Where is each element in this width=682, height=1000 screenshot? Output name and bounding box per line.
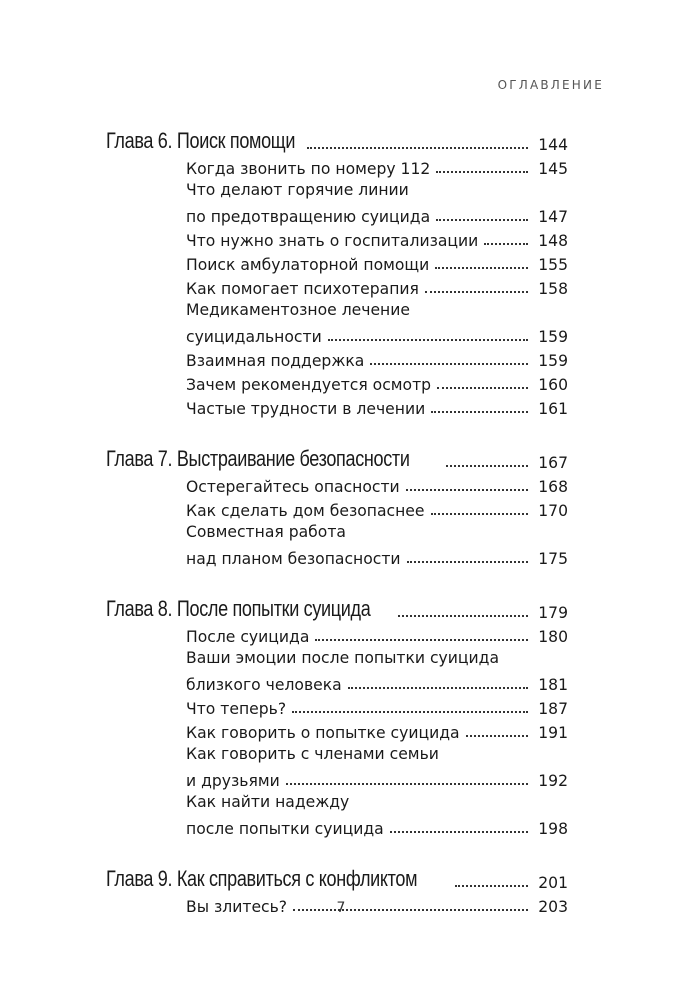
dot-leader — [455, 885, 528, 887]
dot-leader — [286, 783, 528, 785]
toc-entry[interactable] — [106, 250, 568, 274]
entry-page-number: 159 — [538, 352, 568, 370]
entry-title: После суицида — [186, 628, 310, 646]
entry-page-number: 181 — [538, 676, 568, 694]
toc-entry[interactable] — [106, 472, 568, 496]
toc-entry[interactable] — [106, 298, 568, 346]
dot-leader — [435, 267, 528, 269]
toc-entry[interactable] — [106, 694, 568, 718]
entry-title-line: Как найти надежду — [186, 793, 350, 811]
entry-title: Вы злитесь? — [186, 898, 288, 916]
toc-entry[interactable] — [106, 226, 568, 250]
entry-title: Остерегайтесь опасности — [186, 478, 400, 496]
toc-chapter — [106, 590, 568, 838]
table-of-contents — [106, 122, 568, 938]
dot-leader — [431, 513, 529, 515]
chapter-page-number: 144 — [538, 136, 568, 154]
chapter-page-number: 179 — [538, 604, 568, 622]
dot-leader — [406, 489, 528, 491]
entry-title: Что теперь? — [186, 700, 287, 718]
entry-page-number: 161 — [538, 400, 568, 418]
entry-page-number: 160 — [538, 376, 568, 394]
toc-chapter-heading[interactable] — [106, 122, 568, 154]
entry-title-line: по предотвращению суицида — [186, 208, 431, 226]
toc-chapter-heading[interactable] — [106, 440, 568, 472]
toc-chapter — [106, 122, 568, 418]
dot-leader — [370, 363, 528, 365]
entry-title-line: над планом безопасности — [186, 550, 401, 568]
entry-page-number: 187 — [538, 700, 568, 718]
toc-entry[interactable] — [106, 646, 568, 694]
entry-title-line: Медикаментозное лечение — [186, 301, 410, 319]
entry-title: Поиск амбулаторной помощи — [186, 256, 430, 274]
entry-page-number: 148 — [538, 232, 568, 250]
entry-title: Что нужно знать о госпитализации — [186, 232, 479, 250]
entry-page-number: 145 — [538, 160, 568, 178]
dot-leader — [436, 171, 528, 173]
toc-entry[interactable] — [106, 520, 568, 568]
toc-entry[interactable] — [106, 346, 568, 370]
dot-leader — [307, 147, 528, 149]
entry-page-number: 198 — [538, 820, 568, 838]
entry-title-line: и друзьями — [186, 772, 280, 790]
entry-page-number: 159 — [538, 328, 568, 346]
running-head: ОГЛАВЛЕНИЕ — [497, 78, 604, 92]
dot-leader — [348, 687, 528, 689]
entry-title: Взаимная поддержка — [186, 352, 365, 370]
chapter-title: Глава 9. Как справиться с конфликтом — [106, 866, 418, 891]
entry-title-line: суицидальности — [186, 328, 322, 346]
dot-leader — [407, 561, 528, 563]
dot-leader — [466, 735, 528, 737]
toc-entry[interactable] — [106, 274, 568, 298]
dot-leader — [398, 615, 528, 617]
entry-title-line: Ваши эмоции после попытки суицида — [186, 649, 500, 667]
entry-page-number: 170 — [538, 502, 568, 520]
toc-entry[interactable] — [106, 394, 568, 418]
dot-leader — [425, 291, 528, 293]
entry-title-line: после попытки суицида — [186, 820, 384, 838]
chapter-page-number: 167 — [538, 454, 568, 472]
toc-entry[interactable] — [106, 790, 568, 838]
entry-page-number: 203 — [538, 898, 568, 916]
entry-page-number: 155 — [538, 256, 568, 274]
dot-leader — [437, 387, 528, 389]
toc-entry[interactable] — [106, 154, 568, 178]
toc-entry[interactable] — [106, 622, 568, 646]
entry-title: Как помогает психотерапия — [186, 280, 419, 298]
entry-title: Как говорить о попытке суицида — [186, 724, 460, 742]
entry-title-line: Совместная работа — [186, 523, 346, 541]
chapter-title: Глава 7. Выстраивание безопасности — [106, 446, 410, 471]
entry-page-number: 168 — [538, 478, 568, 496]
toc-chapter-heading[interactable] — [106, 590, 568, 622]
entry-page-number: 158 — [538, 280, 568, 298]
dot-leader — [390, 831, 528, 833]
dot-leader — [292, 711, 528, 713]
toc-entry[interactable] — [106, 178, 568, 226]
entry-title: Как сделать дом безопаснее — [186, 502, 425, 520]
entry-page-number: 192 — [538, 772, 568, 790]
dot-leader — [315, 639, 528, 641]
chapter-page-number: 201 — [538, 874, 568, 892]
page-number: 7 — [336, 900, 346, 916]
toc-entry[interactable] — [106, 496, 568, 520]
entry-page-number: 180 — [538, 628, 568, 646]
toc-chapter-heading[interactable] — [106, 860, 568, 892]
entry-page-number: 175 — [538, 550, 568, 568]
toc-entry[interactable] — [106, 370, 568, 394]
toc-entry[interactable] — [106, 742, 568, 790]
dot-leader — [328, 339, 528, 341]
entry-title-line: Что делают горячие линии — [186, 181, 409, 199]
toc-entry[interactable] — [106, 718, 568, 742]
entry-title-line: близкого человека — [186, 676, 342, 694]
entry-page-number: 191 — [538, 724, 568, 742]
dot-leader — [484, 243, 528, 245]
entry-title: Когда звонить по номеру 112 — [186, 160, 431, 178]
chapter-title: Глава 8. После попытки суицида — [106, 596, 371, 621]
entry-title: Зачем рекомендуется осмотр — [186, 376, 432, 394]
entry-title: Частые трудности в лечении — [186, 400, 426, 418]
entry-title-line: Как говорить с членами семьи — [186, 745, 439, 763]
dot-leader — [446, 465, 528, 467]
dot-leader — [436, 219, 528, 221]
chapter-title: Глава 6. Поиск помощи — [106, 128, 296, 153]
entry-page-number: 147 — [538, 208, 568, 226]
dot-leader — [431, 411, 528, 413]
toc-chapter — [106, 440, 568, 568]
